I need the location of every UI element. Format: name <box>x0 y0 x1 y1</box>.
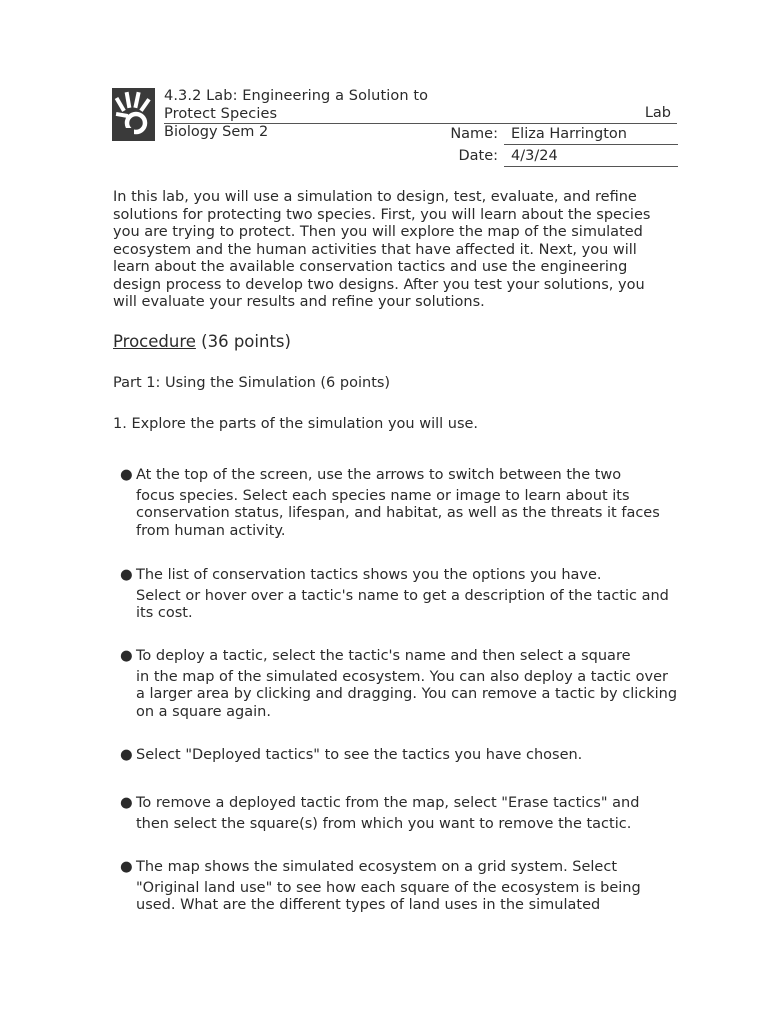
list-item-text: Select "Deployed tactics" to see the tactics you have chosen. <box>136 747 583 763</box>
step-1-text: 1. Explore the parts of the simulation you will use. <box>113 416 479 432</box>
document-type-label: Lab <box>644 105 671 121</box>
title-line-2: Protect Species <box>164 106 278 122</box>
procedure-title: Procedure <box>113 332 196 351</box>
list-item-text: To deploy a tactic, select the tactic's name and then select a square <box>136 648 631 664</box>
name-field[interactable]: Eliza Harrington <box>511 126 627 142</box>
bullet-icon: ● <box>120 567 133 583</box>
date-underline <box>504 166 678 167</box>
list-item-text: To remove a deployed tactic from the map, select "Erase tactics" and <box>136 795 640 811</box>
title-line-1: 4.3.2 Lab: Engineering a Solution to <box>164 88 429 104</box>
list-item-text: "Original land use" to see how each square of the ecosystem is being used. What are the different types of land uses in the simulated <box>136 879 641 913</box>
procedure-points: (36 points) <box>195 332 291 351</box>
procedure-heading <box>113 332 291 351</box>
document-title <box>164 87 428 123</box>
part-1-heading: Part 1: Using the Simulation (6 points) <box>113 375 391 391</box>
bullet-icon: ● <box>120 859 133 875</box>
school-logo-icon <box>112 88 155 141</box>
bullet-icon: ● <box>120 648 133 664</box>
list-item-text: in the map of the simulated ecosystem. You can also deploy a tactic over a larger area by clicking and dragging. You can remove a tactic by clicking on a square again. <box>136 668 678 720</box>
course-name: Biology Sem 2 <box>164 124 269 140</box>
name-underline <box>504 144 678 145</box>
list-item-text: The list of conservation tactics shows you the options you have. <box>136 567 602 583</box>
bullet-icon: ● <box>120 747 133 763</box>
intro-paragraph: In this lab, you will use a simulation to design, test, evaluate, and refine solutions for protecting two species. First, you will learn about the species you are trying to protect. Then you will explore the map of the simulated ecosystem and the human activities that have affected it. Next, you will learn about the available conservation tactics and use the engineering design process to develop two designs. After you test your solutions, you will evaluate your results and refine your solutions. <box>113 189 651 310</box>
list-item-text: focus species. Select each species name or image to learn about its conservation status, lifespan, and habitat, as well as the threats it faces from human activity. <box>136 487 660 539</box>
list-item-text: then select the square(s) from which you want to remove the tactic. <box>136 815 632 832</box>
date-label: Date: <box>458 148 498 164</box>
bullet-icon: ● <box>120 467 133 483</box>
list-item-text: At the top of the screen, use the arrows to switch between the two <box>136 467 622 483</box>
bullet-icon: ● <box>120 795 133 811</box>
list-item-text: Select or hover over a tactic's name to get a description of the tactic and its cost. <box>136 587 669 621</box>
list-item-text: The map shows the simulated ecosystem on a grid system. Select <box>136 859 618 875</box>
name-label: Name: <box>450 126 498 142</box>
date-field[interactable]: 4/3/24 <box>511 148 558 164</box>
